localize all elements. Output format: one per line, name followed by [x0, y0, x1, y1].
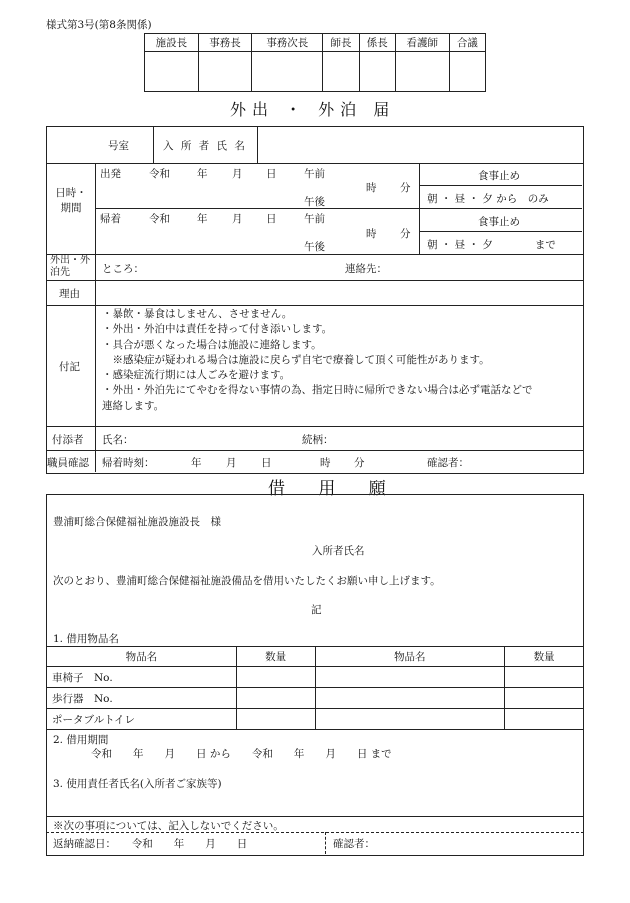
approval-header: 事務次長	[252, 34, 323, 52]
staff-year: 年	[191, 457, 202, 469]
depart-am: 午前	[304, 168, 325, 180]
col-item-header: 物品名	[47, 647, 237, 667]
item-name-cell[interactable]	[315, 667, 505, 688]
approval-header: 師長	[323, 34, 359, 52]
item-qty-cell[interactable]	[236, 709, 315, 730]
note-line: ・暴飲・暴食はしません、させません。	[102, 308, 293, 320]
ki-label: 記	[311, 604, 322, 616]
addressee: 豊浦町総合保健福祉施設施設長 様	[53, 516, 221, 528]
stamp-box[interactable]	[395, 52, 449, 92]
notice-text: ※次の事項については、記入しないでください。	[53, 820, 284, 832]
loan-title: 借 用 願	[268, 479, 400, 499]
col-qty-header: 数量	[236, 647, 315, 667]
depart-day: 日	[266, 168, 277, 180]
meals-until[interactable]: 朝 ・ 昼 ・ 夕 まで	[427, 239, 556, 251]
notes-list	[102, 307, 533, 414]
notes-label: 付記	[59, 361, 80, 373]
place-label: ところ：	[102, 263, 144, 275]
depart-month: 月	[232, 168, 243, 180]
depart-hour: 時	[366, 182, 377, 194]
stamp-box[interactable]	[252, 52, 323, 92]
depart-year: 年	[197, 168, 208, 180]
approval-header: 事務長	[198, 34, 252, 52]
datetime-label: 日時・期間	[55, 187, 87, 214]
return-confirmer: 確認者：	[333, 838, 375, 850]
meal-stop-label: 食事止め	[478, 170, 520, 182]
return-minute: 分	[400, 228, 411, 240]
meals-from[interactable]: 朝 ・ 昼 ・ 夕 から のみ	[427, 193, 549, 205]
approval-header: 係長	[359, 34, 395, 52]
items-table	[46, 646, 584, 730]
approval-header: 施設長	[145, 34, 199, 52]
outing-title: 外出 ・ 外泊 届	[230, 100, 396, 119]
staff-confirm-label: 職員確認	[47, 457, 89, 469]
item-qty-cell[interactable]	[236, 688, 315, 709]
approval-header: 看護師	[395, 34, 449, 52]
note-line: ・外出・外泊中は責任を持って付き添いします。	[102, 323, 333, 336]
meal-stop-label: 食事止め	[478, 216, 520, 228]
return-confirm-date: 返納確認日： 令和 年 月 日	[53, 838, 248, 850]
staff-month: 月	[226, 457, 237, 469]
item-name-cell[interactable]: ポータブルトイレ	[47, 709, 237, 730]
col-qty-header: 数量	[505, 647, 584, 667]
room-label: 号室	[108, 140, 129, 152]
item-name-cell[interactable]	[315, 688, 505, 709]
item-name-cell[interactable]: 歩行器 No.	[47, 688, 237, 709]
depart-label: 出発	[100, 168, 121, 180]
item-qty-cell[interactable]	[505, 709, 584, 730]
return-time-label: 帰着時刻：	[102, 457, 155, 469]
section1-label: 1. 借用物品名	[53, 633, 119, 645]
attendant-name-label: 氏名：	[102, 434, 134, 446]
relation-label: 続柄：	[302, 434, 334, 446]
item-qty-cell[interactable]	[236, 667, 315, 688]
stamp-box[interactable]	[198, 52, 252, 92]
request-text: 次のとおり、豊浦町総合保健福祉施設備品を借用いたしたくお願い申し上げます。	[53, 575, 441, 587]
depart-reiwa: 令和	[149, 168, 170, 180]
attendant-label: 付添者	[52, 434, 84, 446]
note-line: ・外出・外泊先にてやむを得ない事情の為、指定日時に帰所できない場合は必ず電話などで	[102, 384, 533, 397]
contact-label: 連絡先：	[345, 263, 387, 275]
return-day: 日	[266, 213, 277, 225]
depart-pm: 午後	[304, 196, 325, 208]
resident-name-label: 入 所 者 氏 名	[163, 140, 247, 152]
item-qty-cell[interactable]	[505, 667, 584, 688]
return-label: 帰着	[100, 213, 121, 225]
stamp-box[interactable]	[359, 52, 395, 92]
destination-label: 外出・外泊先	[50, 255, 90, 278]
note-line: ・感染症流行期には人ごみを避けます。	[102, 369, 291, 382]
staff-day: 日	[261, 457, 272, 469]
item-qty-cell[interactable]	[505, 688, 584, 709]
loan-period: 令和 年 月 日 から 令和 年 月 日 まで	[91, 748, 392, 760]
stamp-box[interactable]	[145, 52, 199, 92]
note-line: 連絡します。	[102, 399, 165, 412]
return-am: 午前	[304, 213, 325, 225]
item-name-cell[interactable]	[315, 709, 505, 730]
note-line: ※感染症が疑われる場合は施設に戻らず自宅で療養して頂く可能性があります。	[102, 353, 490, 366]
return-hour: 時	[366, 228, 377, 240]
stamp-box[interactable]	[449, 52, 485, 92]
reason-label: 理由	[59, 288, 80, 300]
stamp-box[interactable]	[323, 52, 359, 92]
staff-hour: 時	[320, 457, 331, 469]
note-line: ・具合が悪くなった場合は施設に連絡します。	[102, 338, 322, 351]
return-reiwa: 令和	[149, 213, 170, 225]
resident-name-field: 入所者氏名	[312, 545, 365, 557]
item-name-cell[interactable]: 車椅子 No.	[47, 667, 237, 688]
form-number: 様式第3号(第8条関係)	[46, 19, 152, 31]
return-pm: 午後	[304, 241, 325, 253]
depart-minute: 分	[400, 182, 411, 194]
confirmer-label: 確認者：	[427, 457, 469, 469]
col-item-header: 物品名	[315, 647, 505, 667]
staff-minute: 分	[354, 457, 365, 469]
return-month: 月	[232, 213, 243, 225]
approval-header: 合議	[449, 34, 485, 52]
section2-label: 2. 借用期間	[53, 734, 109, 746]
section3-label: 3. 使用責任者氏名(入所者ご家族等)	[53, 778, 222, 790]
approval-table	[144, 33, 486, 92]
return-year: 年	[197, 213, 208, 225]
